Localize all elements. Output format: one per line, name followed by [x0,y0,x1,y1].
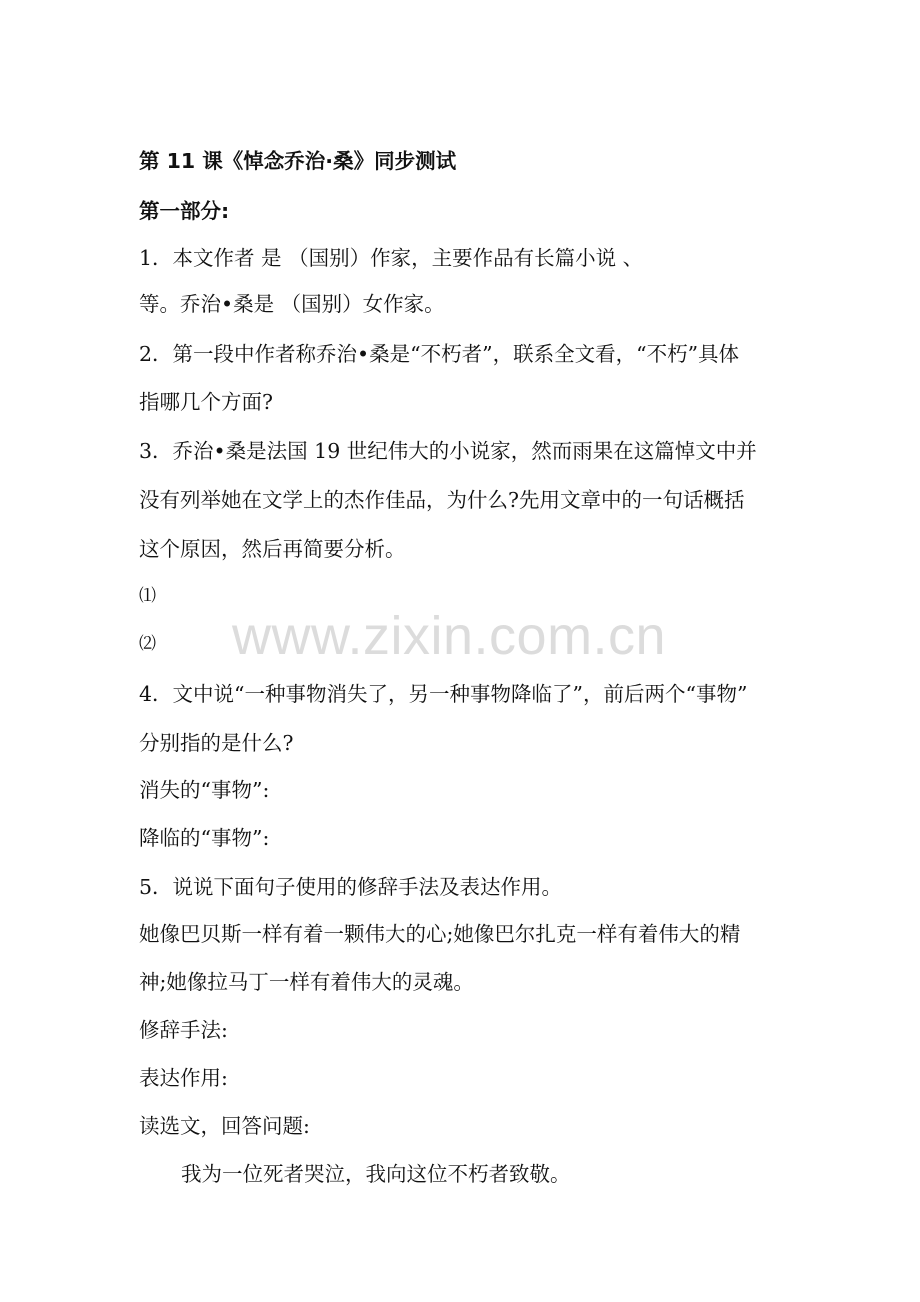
document-title: 第 11 课《悼念乔治·桑》同步测试 [139,149,457,173]
question-2-line-2: 指哪几个方面? [139,390,273,414]
answer-marker-1: ⑴ [139,586,156,606]
excerpt-line-1: 我为一位死者哭泣，我向这位不朽者致敬。 [181,1162,571,1186]
question-2-line-1: 2．第一段中作者称乔治•桑是“不朽者”，联系全文看，“不朽”具体 [139,342,740,366]
answer-vanished-thing: 消失的“事物”: [139,778,270,802]
question-3-line-2: 没有列举她在文学上的杰作佳品，为什么?先用文章中的一句话概括 [139,488,745,512]
question-1-line-1: 1．本文作者 是 （国别）作家，主要作品有长篇小说 、 [139,246,644,270]
question-1-line-2: 等。乔治•桑是 （国别）女作家。 [139,292,445,316]
watermark: www.zixin.com.cn [232,606,667,666]
quoted-sentence-line-1: 她像巴贝斯一样有着一颗伟大的心;她像巴尔扎克一样有着伟大的精 [139,922,741,946]
answer-marker-2: ⑵ [139,634,156,654]
answer-arrived-thing: 降临的“事物”: [139,826,270,850]
answer-effect: 表达作用: [139,1066,228,1090]
reading-instruction: 读选文，回答问题: [139,1114,310,1138]
question-3-line-3: 这个原因，然后再简要分析。 [139,537,406,561]
question-5-line-1: 5．说说下面句子使用的修辞手法及表达作用。 [139,875,563,899]
section-heading: 第一部分: [139,199,230,223]
quoted-sentence-line-2: 神;她像拉马丁一样有着伟大的灵魂。 [139,970,474,994]
answer-rhetoric: 修辞手法: [139,1018,228,1042]
question-4-line-1: 4．文中说“一种事物消失了，另一种事物降临了”，前后两个“事物” [139,682,748,706]
question-3-line-1: 3．乔治•桑是法国 19 世纪伟大的小说家，然而雨果在这篇悼文中并 [139,439,757,463]
question-4-line-2: 分别指的是什么? [139,731,294,755]
